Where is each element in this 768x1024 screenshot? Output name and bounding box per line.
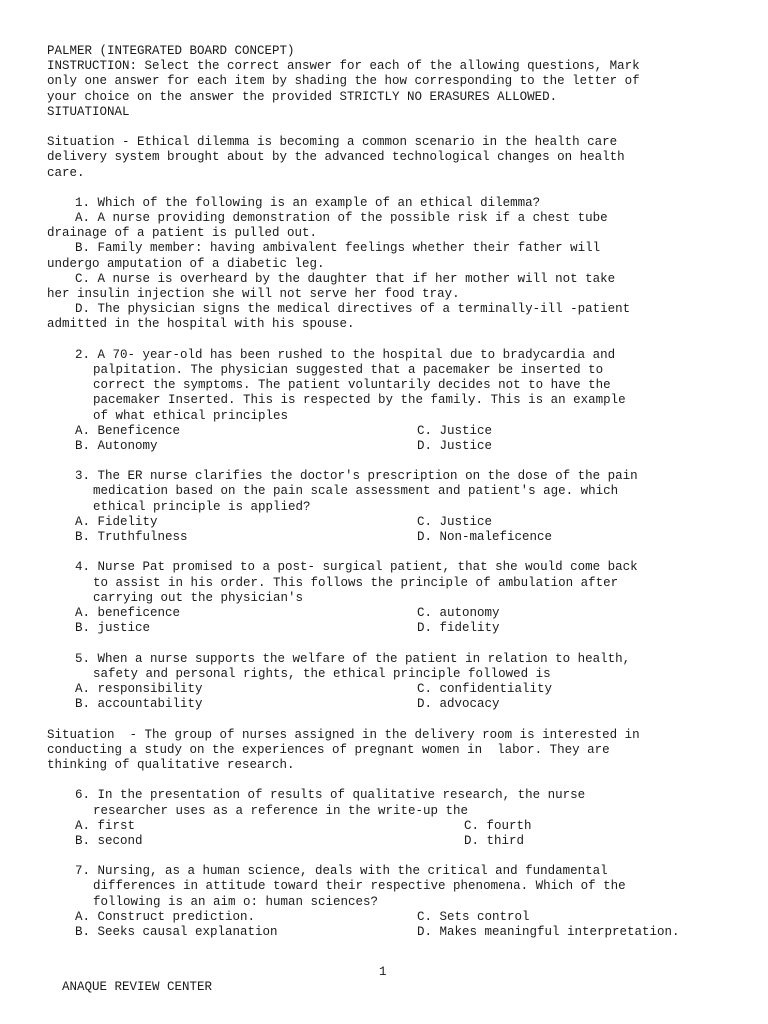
question-7-stem-cont: differences in attitude toward their respective phenomena. Which of the (93, 879, 626, 894)
situation-text: conducting a study on the experiences of pregnant women in labor. They are (47, 742, 610, 757)
question-6-option-c: C. fourth (464, 818, 532, 833)
question-6-stem: 6. In the presentation of results of qualitative research, the nurse (75, 788, 586, 803)
question-2-option-c: C. Justice (417, 423, 493, 438)
question-6-stem-cont: researcher uses as a reference in the write-up the (93, 803, 469, 818)
document-title: PALMER (INTEGRATED BOARD CONCEPT) (47, 44, 295, 58)
situation-text: care. (47, 165, 85, 180)
question-3-stem-cont: ethical principle is applied? (93, 499, 311, 514)
question-5-options-row (47, 682, 737, 697)
question-4-options-row (47, 606, 737, 621)
question-3-stem: 3. The ER nurse clarifies the doctor's prescription on the dose of the pain (75, 469, 638, 484)
question-7-options-row (47, 925, 737, 940)
situation-text: thinking of qualitative research. (47, 757, 295, 772)
question-3-option-b: B. Truthfulness (75, 530, 188, 545)
question-1-option-a-cont: drainage of a patient is pulled out. (47, 226, 318, 241)
question-2-options-row (47, 424, 737, 439)
question-6-options-row (47, 819, 737, 834)
question-1-stem: 1. Which of the following is an example of an ethical dilemma? (75, 195, 541, 210)
question-3-option-c: C. Justice (417, 514, 493, 529)
question-6-option-d: D. third (464, 833, 525, 848)
question-5-option-a: A. responsibility (75, 681, 203, 696)
question-6-option-b: B. second (75, 833, 143, 848)
situation-text: Situation - Ethical dilemma is becoming a common scenario in the health care (47, 135, 618, 150)
question-7-options-row (47, 910, 737, 925)
question-2-stem-cont: pacemaker Inserted. This is respected by the family. This is an example (93, 393, 626, 408)
question-5-option-c: C. confidentiality (417, 681, 553, 696)
question-2-stem-cont: correct the symptoms. The patient voluntarily decides not to have the (93, 378, 611, 393)
question-7-option-a: A. Construct prediction. (75, 909, 256, 924)
question-7-stem: 7. Nursing, as a human science, deals with the critical and fundamental (75, 864, 608, 879)
question-4-option-c: C. autonomy (417, 606, 500, 620)
question-3-option-d: D. Non-maleficence (417, 530, 553, 545)
question-7-stem-cont: following is an aim o: human sciences? (93, 894, 379, 909)
question-4-stem-cont: carrying out the physician's (93, 590, 304, 605)
instruction-line: your choice on the answer the provided STRICTLY NO ERASURES ALLOWED. (47, 89, 558, 104)
instruction-line: only one answer for each item by shading the how corresponding to the letter of (47, 74, 640, 89)
question-3-options-row (47, 515, 737, 530)
section-label: SITUATIONAL (47, 104, 130, 119)
situation-text: delivery system brought about by the advanced technological changes on health (47, 150, 625, 165)
question-3-options-row (47, 530, 737, 545)
question-2-stem-cont: palpitation. The physician suggested that a pacemaker be inserted to (93, 362, 604, 377)
question-5-stem-cont: safety and personal rights, the ethical principle followed is (93, 666, 551, 681)
question-1-option-c: C. A nurse is overheard by the daughter that if her mother will not take (75, 271, 616, 286)
question-1-option-d: D. The physician signs the medical directives of a terminally-ill -patient (75, 302, 631, 317)
question-1-option-c-cont: her insulin injection she will not serve her food tray. (47, 287, 460, 301)
question-5-option-b: B. accountability (75, 697, 203, 712)
page-number: 1 (379, 965, 387, 979)
question-5-stem: 5. When a nurse supports the welfare of the patient in relation to health, (75, 651, 631, 666)
question-6-option-a: A. first (75, 818, 136, 833)
footer-center-name: ANAQUE REVIEW CENTER (62, 980, 213, 995)
question-7-option-d: D. Makes meaningful interpretation. (417, 925, 680, 940)
question-4-stem: 4. Nurse Pat promised to a post- surgical patient, that she would come back (75, 560, 638, 575)
question-1-option-b: B. Family member: having ambivalent feelings whether their father will (75, 241, 601, 256)
question-1-option-b-cont: undergo amputation of a diabetic leg. (47, 256, 325, 271)
instruction-line: INSTRUCTION: Select the correct answer for each of the allowing questions, Mark (47, 59, 640, 74)
question-2-stem: 2. A 70- year-old has been rushed to the hospital due to bradycardia and (75, 347, 616, 362)
question-2-options-row (47, 439, 737, 454)
page-footer (47, 965, 737, 1011)
question-3-stem-cont: medication based on the pain scale assessment and patient's age. which (93, 484, 619, 499)
question-4-stem-cont: to assist in his order. This follows the principle of ambulation after (93, 575, 619, 590)
question-4-option-a: A. beneficence (75, 606, 181, 620)
document-page (47, 44, 737, 940)
question-3-option-a: A. Fidelity (75, 514, 158, 529)
question-4-options-row (47, 621, 737, 636)
question-4-option-d: D. fidelity (417, 621, 500, 636)
question-1-option-a: A. A nurse providing demonstration of the possible risk if a chest tube (75, 211, 608, 226)
question-2-option-d: D. Justice (417, 438, 493, 453)
question-2-option-a: A. Beneficence (75, 423, 181, 438)
question-2-stem-cont: of what ethical principles (93, 408, 289, 423)
question-4-option-b: B. justice (75, 621, 151, 636)
question-7-option-b: B. Seeks causal explanation (75, 925, 278, 940)
question-5-option-d: D. advocacy (417, 697, 500, 712)
question-1-option-d-cont: admitted in the hospital with his spouse. (47, 317, 355, 332)
question-5-options-row (47, 697, 737, 712)
question-6-options-row (47, 834, 737, 849)
situation-text: Situation - The group of nurses assigned in the delivery room is interested in (47, 727, 640, 742)
question-7-option-c: C. Sets control (417, 909, 530, 924)
question-2-option-b: B. Autonomy (75, 438, 158, 453)
